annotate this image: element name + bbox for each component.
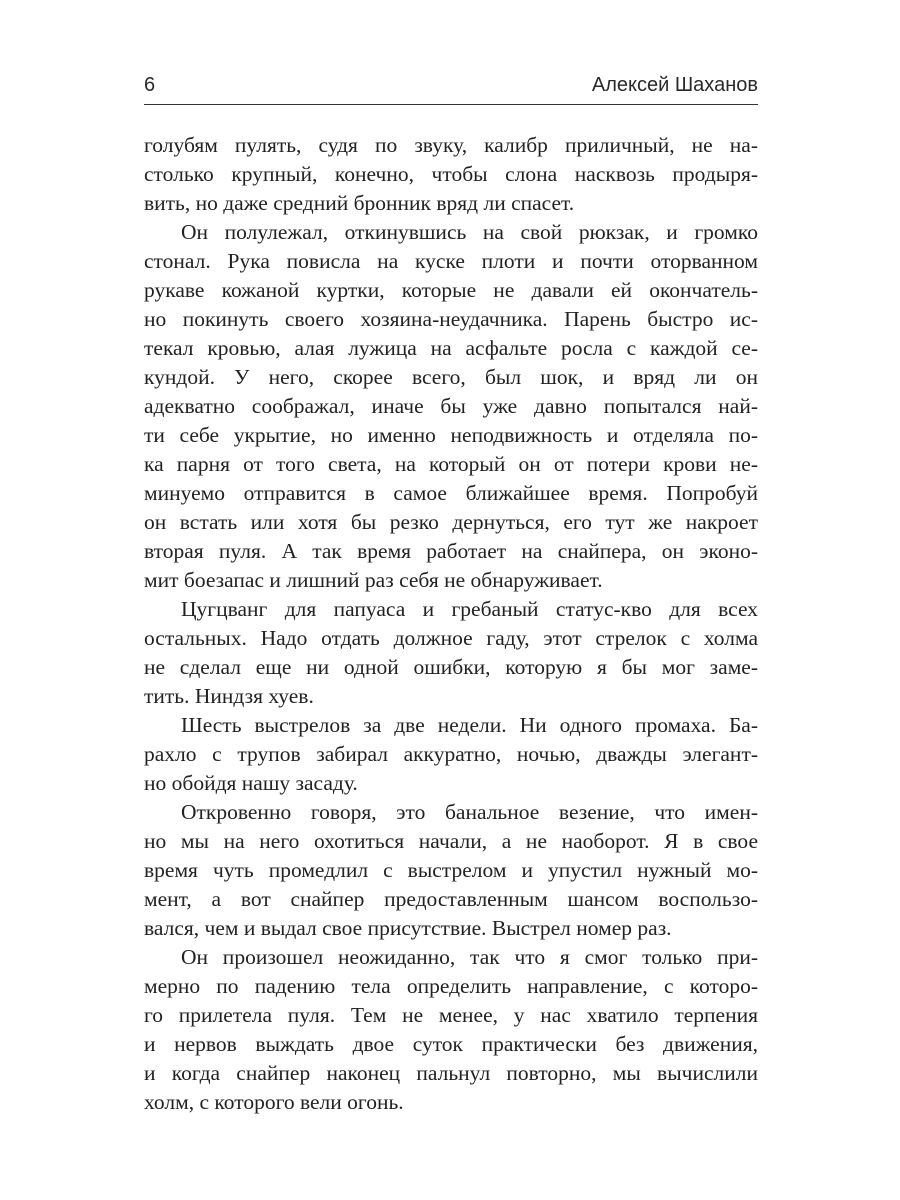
text-line: и нервов выждать двое суток практически без движения, <box>144 1032 758 1056</box>
text-line: вить, но даже средний бронник вряд ли спасет. <box>144 191 575 215</box>
paragraph <box>144 218 758 595</box>
page-number: 6 <box>144 74 156 96</box>
text-line: Он произошел неожиданно, так что я смог только при- <box>181 945 758 969</box>
text-line: минуемо отправится в самое ближайшее время. Попробуй <box>144 481 758 505</box>
text-line: Цугцванг для папуаса и гребаный статус-кво для всех <box>181 597 758 621</box>
text-line: ти себе укрытие, но именно неподвижность и отделяла по- <box>144 423 758 447</box>
text-line: он встать или хотя бы резко дернуться, его тут же накроет <box>144 510 758 534</box>
text-line: рахло с трупов забирал аккуратно, ночью, дважды элегант- <box>144 742 758 766</box>
author-name: Алексей Шаханов <box>591 74 758 96</box>
text-line: вался, чем и выдал свое присутствие. Выстрел номер раз. <box>144 916 672 940</box>
text-line: голубям пулять, судя по звуку, калибр приличный, не на- <box>144 133 758 157</box>
paragraph <box>144 595 758 711</box>
text-line: но покинуть своего хозяина-неудачника. Парень быстро ис- <box>144 307 758 331</box>
text-line: холм, с которого вели огонь. <box>144 1090 404 1114</box>
text-line: Откровенно говоря, это банальное везение, что имен- <box>181 800 758 824</box>
paragraph <box>144 798 758 943</box>
running-head <box>144 74 758 104</box>
text-line: адекватно соображал, иначе бы уже давно попытался най- <box>144 394 758 418</box>
paragraph <box>144 943 758 1117</box>
text-line: столько крупный, конечно, чтобы слона насквозь продыря- <box>144 162 758 186</box>
text-line: ка парня от того света, на который он от потери крови не- <box>144 452 758 476</box>
paragraph <box>144 131 758 218</box>
text-line: мерно по падению тела определить направление, с которо- <box>144 974 758 998</box>
body-text <box>144 131 758 1117</box>
text-line: но мы на него охотиться начали, а не наоборот. Я в свое <box>144 829 758 853</box>
text-line: вторая пуля. А так время работает на снайпера, он эконо- <box>144 539 758 563</box>
text-line: время чуть промедлил с выстрелом и упустил нужный мо- <box>144 858 758 882</box>
text-line: Он полулежал, откинувшись на свой рюкзак, и громко <box>181 220 758 244</box>
text-line: и когда снайпер наконец пальнул повторно, мы вычислили <box>144 1061 758 1085</box>
text-line: рукаве кожаной куртки, которые не давали ей окончатель- <box>144 278 758 302</box>
text-line: остальных. Надо отдать должное гаду, этот стрелок с холма <box>144 626 758 650</box>
text-line: стонал. Рука повисла на куске плоти и почти оторванном <box>144 249 758 273</box>
text-line: мент, а вот снайпер предоставленным шансом воспользо- <box>144 887 758 911</box>
paragraph <box>144 711 758 798</box>
text-line: но обойдя нашу засаду. <box>144 771 358 795</box>
text-line: мит боезапас и лишний раз себя не обнаруживает. <box>144 568 603 592</box>
header-rule <box>144 104 758 105</box>
text-line: не сделал еще ни одной ошибки, которую я бы мог заме- <box>144 655 758 679</box>
text-line: кундой. У него, скорее всего, был шок, и вряд ли он <box>144 365 758 389</box>
text-line: тить. Ниндзя хуев. <box>144 684 314 708</box>
text-line: го прилетела пуля. Тем не менее, у нас хватило терпения <box>144 1003 758 1027</box>
text-line: текал кровью, алая лужица на асфальте росла с каждой се- <box>144 336 758 360</box>
text-line: Шесть выстрелов за две недели. Ни одного промаха. Ба- <box>181 713 758 737</box>
